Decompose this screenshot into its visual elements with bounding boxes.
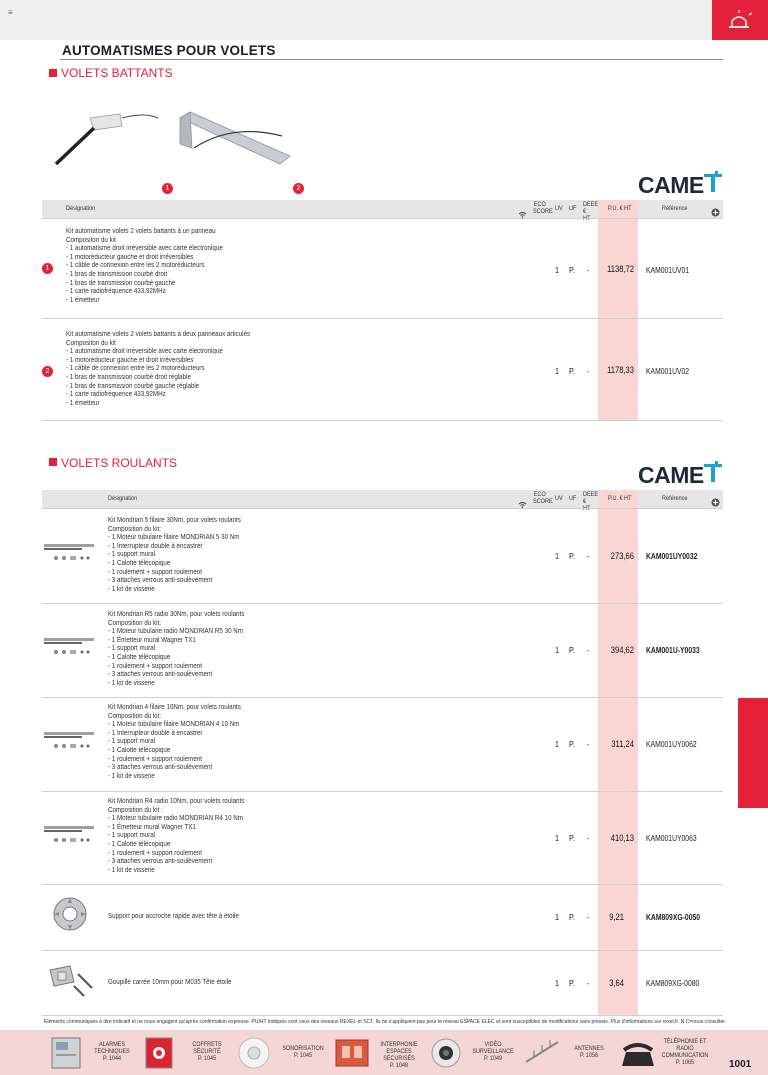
row-divider: [42, 508, 723, 509]
cell-deee: -: [587, 978, 590, 988]
row-divider: [42, 950, 723, 951]
product-image-square-pin: [44, 960, 96, 1000]
cell-uf: P.: [569, 739, 575, 749]
product-image-volet-battant-1: [50, 104, 160, 170]
section-bullet: [49, 458, 57, 466]
row-divider: [42, 420, 723, 421]
product-description: Kit Mondrian 5 filaire 30Nm, pour volets roulants Composition du kit: - 1 Moteur tubulaire filaire MONDRIAN 5 30 Nm - 1 Interrupteur double à encastrer - 1 support mural - 1 Calotte télécopique - 1 roulement + support roulement - 3 attaches verrous anti-soulèvement - 1 kit de visserie: [108, 515, 241, 593]
cell-reference[interactable]: KAM809XG-0080: [646, 978, 700, 988]
cell-deee: -: [587, 366, 590, 376]
came-mark-icon: [703, 171, 723, 193]
cell-price: 1178,33: [607, 365, 634, 376]
header-uf: UF: [569, 495, 577, 502]
add-icon[interactable]: [711, 204, 720, 222]
row-divider: [42, 1015, 723, 1016]
section-title-volets-battants: VOLETS BATTANTS: [61, 66, 173, 80]
telephone-icon[interactable]: [618, 1038, 658, 1070]
camera-icon[interactable]: [428, 1036, 464, 1070]
cell-reference[interactable]: KAM001UV01: [646, 265, 690, 275]
image-marker-1: 1: [162, 183, 173, 194]
header-uv: UV: [555, 495, 563, 502]
cell-price: 3,64: [609, 978, 624, 989]
cell-uf: P.: [569, 912, 575, 922]
cell-uf: P.: [569, 978, 575, 988]
product-image-volet-battant-2: [172, 108, 297, 170]
footnote: Éléments communiqués à titre indicatif et ne nous engagent qu'après confirmation expresse. PU/HT indiqués sont ceux des réseaux REXEL et SCT. Ils ne s'appliquent pas pour le réseau ESPACE ELEC et sont susceptibles de modifications sans préavis. Plus d'informations sur rexel.fr. N.C=nous consulter.: [44, 1019, 727, 1025]
header-pu: P.U. € HT: [608, 495, 632, 502]
row-divider: [42, 697, 723, 698]
row-marker-1: 1: [42, 263, 53, 274]
header-eco-score: ECO SCORE: [533, 201, 553, 215]
header-deee: DEEE €: [583, 201, 599, 215]
cell-uv: 1: [555, 551, 560, 561]
cell-deee: -: [587, 551, 590, 561]
row-divider: [42, 603, 723, 604]
row-divider: [42, 218, 723, 219]
cell-deee: -: [587, 912, 590, 922]
add-icon[interactable]: [711, 494, 720, 512]
cell-deee: -: [587, 739, 590, 749]
cell-deee: -: [587, 833, 590, 843]
page-title: AUTOMATISMES POUR VOLETS: [62, 43, 276, 58]
product-image-mondrian-kit: [44, 818, 96, 858]
cell-uv: 1: [555, 645, 560, 655]
cell-uf: P.: [569, 366, 575, 376]
cell-uf: P.: [569, 645, 575, 655]
section-bullet: [49, 69, 57, 77]
came-mark-icon: [703, 461, 723, 483]
nav-alarmes[interactable]: ALARMES TECHNIQUES P. 1044: [94, 1041, 130, 1062]
cell-uf: P.: [569, 551, 575, 561]
product-description: Support pour accroche rapide avec tête à étoile: [108, 911, 239, 920]
nav-sonorisation[interactable]: SONORISATION P. 1045: [282, 1045, 324, 1059]
product-description: Kit Mondrian R4 radio 10Nm, pour volets roulants Composition du kit : - 1 Moteur tubulaire radio MONDRIAN R4 10 Nm - 1 Émetteur mural Wagner TX1 - 1 support mural - 1 Calotte télécopique - 1 roulement + support roulement - 3 attaches verrous anti-soulèvement - 1 kit de visserie: [108, 796, 245, 874]
cell-uv: 1: [555, 366, 560, 376]
header-reference: Référence: [662, 495, 688, 502]
top-bar: [0, 0, 768, 40]
security-box-icon[interactable]: [142, 1036, 176, 1070]
cell-uf: P.: [569, 833, 575, 843]
cell-reference[interactable]: KAM001UY0062: [646, 739, 697, 749]
nav-telephonie[interactable]: TÉLÉPHONIE ET RADIO COMMUNICATION P. 1065: [661, 1038, 709, 1066]
row-divider: [42, 318, 723, 319]
speaker-icon[interactable]: [237, 1036, 271, 1070]
row-marker-2: 2: [42, 366, 53, 377]
nav-antennes[interactable]: ANTENNES P. 1056: [574, 1045, 604, 1059]
cell-uf: P.: [569, 265, 575, 275]
row-divider: [42, 791, 723, 792]
section-title-volets-roulants: VOLETS ROULANTS: [61, 456, 178, 470]
product-image-mondrian-kit: [44, 724, 96, 764]
cell-deee: -: [587, 645, 590, 655]
cell-uv: 1: [555, 978, 560, 988]
title-divider: [60, 59, 723, 60]
intercom-icon[interactable]: [334, 1036, 370, 1070]
cell-deee: -: [587, 265, 590, 275]
wifi-icon: [518, 205, 527, 223]
wifi-icon: [518, 495, 527, 513]
product-image-mondrian-kit: [44, 536, 96, 576]
page-number: 1001: [729, 1059, 752, 1070]
cell-price: 273,66: [610, 551, 634, 562]
cell-price: 1138,72: [607, 264, 634, 275]
nav-interphonie[interactable]: INTERPHONIE ESPACES SÉCURISÉS P. 1048: [380, 1041, 418, 1069]
header-uv: UV: [555, 205, 563, 212]
cell-reference[interactable]: KAM001UV02: [646, 366, 690, 376]
nav-video-surveillance[interactable]: VIDÉO SURVEILLANCE P. 1049: [472, 1041, 514, 1062]
siren-icon[interactable]: [712, 0, 768, 40]
cell-price: 9,21: [609, 912, 624, 923]
cell-price: 394,62: [610, 645, 634, 656]
product-description: Kit Mondrian R5 radio 30Nm, pour volets roulants Composition du kit: - 1 Moteur tubulaire radio MONDRIAN R5 30 Nm - 1 Émetteur mural Wagner TX1 - 1 support mural - 1 Calotte télécopique - 1 roulement + support roulement - 3 attaches verrous anti-soulèvement - 1 kit de visserie: [108, 609, 245, 687]
header-uf: UF: [569, 205, 577, 212]
menu-icon[interactable]: ≡: [8, 8, 13, 17]
cell-uv: 1: [555, 265, 560, 275]
row-divider: [42, 884, 723, 885]
price-column-bg: [598, 490, 638, 1016]
nav-coffrets[interactable]: COFFRETS SÉCURITÉ P. 1045: [192, 1041, 222, 1062]
product-image-mondrian-kit: [44, 630, 96, 670]
antenna-icon[interactable]: [522, 1036, 562, 1070]
header-reference: Référence: [662, 205, 688, 212]
brand-logo-came: CAME: [638, 462, 704, 488]
cell-uv: 1: [555, 833, 560, 843]
cell-reference[interactable]: KAM001U-Y0033: [646, 645, 700, 655]
cell-uv: 1: [555, 739, 560, 749]
product-image-star-support: [44, 894, 96, 934]
image-marker-2: 2: [293, 183, 304, 194]
alarm-panel-icon[interactable]: [50, 1036, 82, 1070]
header-pu: P.U. € HT: [608, 205, 632, 212]
header-designation: Désignation: [66, 205, 96, 212]
side-section-tab[interactable]: [738, 698, 768, 808]
brand-logo-came: CAME: [638, 172, 704, 198]
cell-reference[interactable]: KAM809XG-0050: [646, 912, 701, 922]
product-description: Kit Mondrian 4 filaire 10Nm, pour volets roulants Composition du kit: - 1 Moteur tubulaire filaire MONDRIAN 4 10 Nm - 1 Interrupteur double à encastrer - 1 support mural - 1 Calotte télécopique - 1 roulement + support roulement - 3 attaches verrous anti-soulèvement - 1 kit de visserie: [108, 702, 241, 780]
product-description: Kit automatisme volets 2 volets battants à un panneau Compositon du kit - 1 automatisme droit irréversible avec carte électronique - 1 motoréducteur gauche et droit irréversibles - 1 câble de connexion entre les 2 motoréducteurs - 1 bras de transmission courbé droit - 1 bras de transmission courbé gauche - 1 carte radiofréquence 433,92MHz - 1 émetteur: [66, 226, 223, 304]
price-column-bg: [598, 200, 638, 420]
product-description: Goupille carrée 10mm pour M035 Tête étoile: [108, 977, 232, 986]
cell-price: 410,13: [610, 833, 634, 844]
header-eco-score: ECO SCORE: [533, 491, 553, 505]
cell-price: 311,24: [611, 739, 634, 750]
header-designation: Désignation: [108, 495, 138, 502]
cell-reference[interactable]: KAM001UY0032: [646, 551, 698, 561]
product-description: Kit automatisme volets 2 volets battants à deux panneaux articulés Compositon du kit - 1 automatisme droit irréversible avec carte électronique - 1 motoréducteur gauche et droit irréversibles - 1 câble de connexion entre les 2 motoréducteurs - 1 bras de transmission courbé droit réglable - 1 bras de transmission courbé gauche réglable - 1 carte radiofréquence 433,92MHz - 1 émetteur: [66, 329, 251, 407]
cell-uv: 1: [555, 912, 560, 922]
cell-reference[interactable]: KAM001UY0063: [646, 833, 697, 843]
header-deee: DEEE €: [583, 491, 599, 505]
